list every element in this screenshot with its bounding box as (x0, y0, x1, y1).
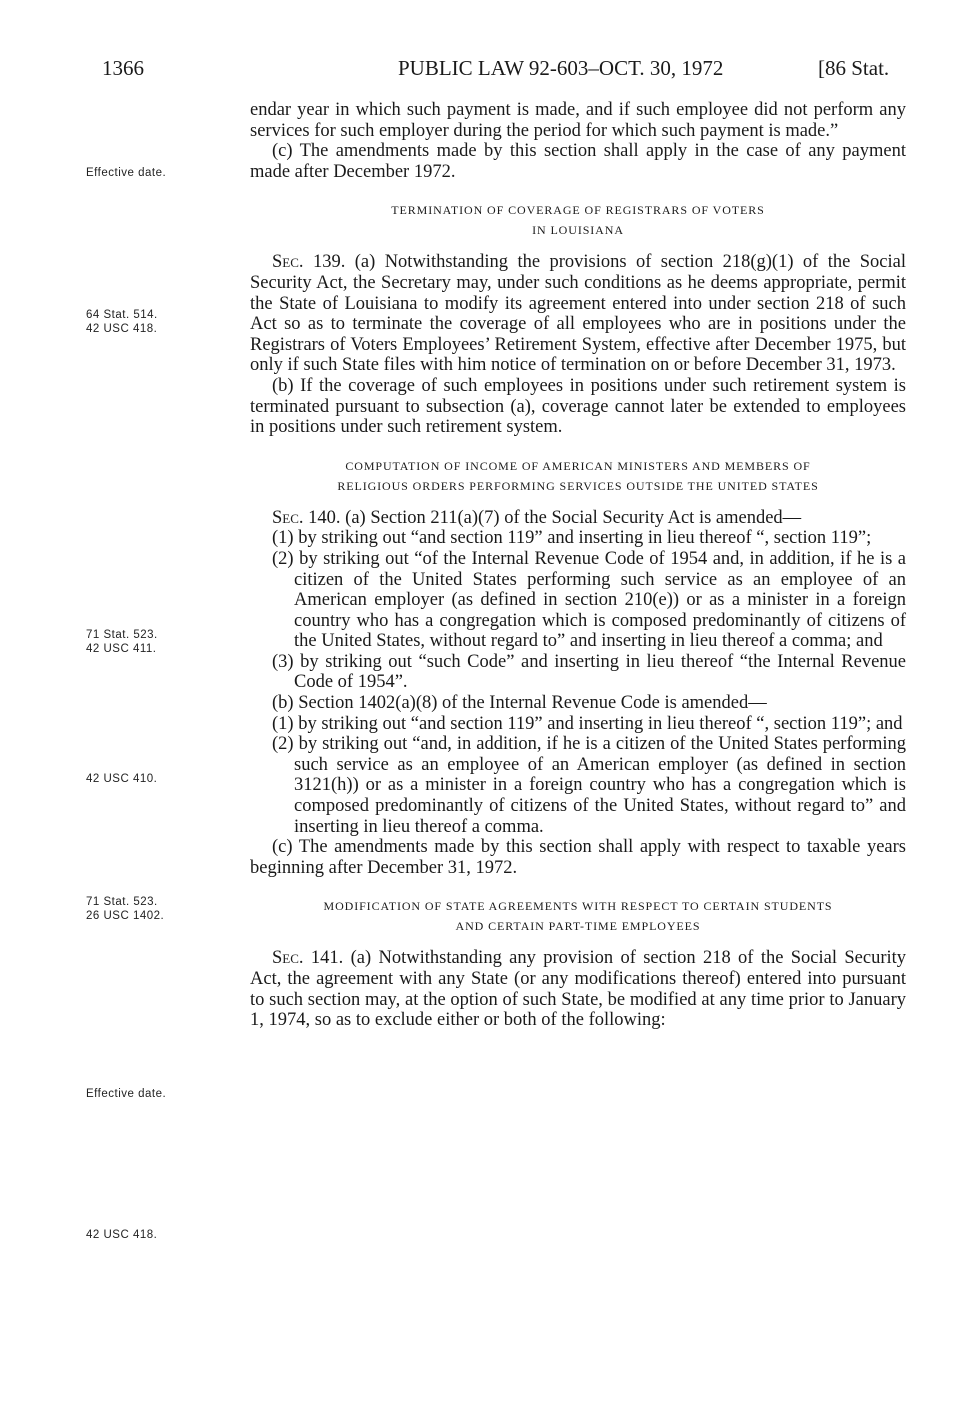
list-item: (3) by striking out “such Code” and inserting in lieu thereof “the Internal Revenue Code of 1954”. (272, 651, 906, 693)
document-body (250, 100, 906, 1031)
page-header (0, 56, 958, 86)
paragraph: Sec. 139. (a) Notwithstanding the provisions of section 218(g)(1) of the Social Security Act, the Secretary may, under such conditions as he deems appropriate, permit the State of Louisiana to modify its agreement entered into under section 218 of such Act so as to terminate the coverage of all employees who are in positions under the Registrars of Voters Employees’ Retirement System, effective after December 1975, but only if such State files with him notice of termination on or before December 31, 1973. (250, 252, 907, 376)
margin-note-citation: 42 USC 418. (86, 1229, 158, 1241)
section-label: Sec. 139. (272, 252, 346, 273)
section-label: Sec. 141. (272, 948, 344, 969)
section-heading: TERMINATION OF COVERAGE OF REGISTRARS OF VOTERS IN LOUISIANA (391, 203, 765, 238)
paragraph: (b) If the coverage of such employees in positions under such retirement system is terminated pursuant to subsection (a), coverage cannot later be extended to employees in positions under such retirement system. (250, 375, 906, 438)
margin-note-effective-date: Effective date. (86, 1088, 167, 1100)
paragraph: endar year in which such payment is made, and if such employee did not perform any services for such employer during the period for which such payment is made.” (250, 100, 906, 141)
section-label: Sec. 140. (272, 507, 341, 528)
margin-note-citation: 71 Stat. 523. 42 USC 411. (86, 629, 158, 655)
paragraph: Sec. 140. (a) Section 211(a)(7) of the Social Security Act is amended— (272, 507, 802, 528)
margin-note-citation: 64 Stat. 514. 42 USC 418. (86, 309, 158, 335)
paragraph: (b) Section 1402(a)(8) of the Internal Revenue Code is amended— (272, 693, 767, 714)
paragraph: Sec. 141. (a) Notwithstanding any provision of section 218 of the Social Security Act, the agreement with any State (or any modifications thereof) entered into pursuant to such section may, at the option of such State, be modified at any time prior to January 1, 1974, so as to exclude either or both of the following: (250, 948, 907, 1031)
list-item: (1) by striking out “and section 119” and inserting in lieu thereof “, section 119”; and (272, 713, 903, 734)
margin-note-effective-date: Effective date. (86, 167, 167, 179)
paragraph: (c) The amendments made by this section shall apply with respect to taxable years beginning after December 31, 1972. (250, 837, 906, 878)
list-item: (2) by striking out “and, in addition, if he is a citizen of the United States performing such service as an employee of an American employer (as defined in section 3121(h)) or as a minister in a foreign country who has a congregation which is composed predominantly of citizens of the United States, without regard to” and inserting in lieu thereof a comma. (272, 734, 906, 837)
margin-note-citation: 71 Stat. 523. 26 USC 1402. (86, 896, 165, 922)
margin-note-citation: 42 USC 410. (86, 773, 158, 785)
page-number: 1366 (102, 56, 144, 80)
section-heading: COMPUTATION OF INCOME OF AMERICAN MINISTERS AND MEMBERS OF RELIGIOUS ORDERS PERFORMING SERVICES OUTSIDE THE UNITED STATES (337, 458, 819, 493)
paragraph: (c) The amendments made by this section shall apply in the case of any payment made after December 1972. (250, 141, 906, 182)
header-title: PUBLIC LAW 92-603–OCT. 30, 1972 (398, 56, 724, 80)
list-item: (2) by striking out “of the Internal Revenue Code of 1954 and, in addition, if he is a citizen of the United States performing such service as an employee of an American employer (as defined in section 210(e)) or as a minister in a foreign country who has a congregation which is composed predominantly of citizens of the United States, without regard to” and inserting in lieu thereof a comma; and (272, 548, 906, 652)
section-heading: MODIFICATION OF STATE AGREEMENTS WITH RESPECT TO CERTAIN STUDENTS AND CERTAIN PART-TIME EMPLOYEES (323, 899, 833, 934)
stat-reference: [86 Stat. (818, 56, 890, 80)
list-item: (1) by striking out “and section 119” and inserting in lieu thereof “, section 119”; (272, 528, 872, 549)
